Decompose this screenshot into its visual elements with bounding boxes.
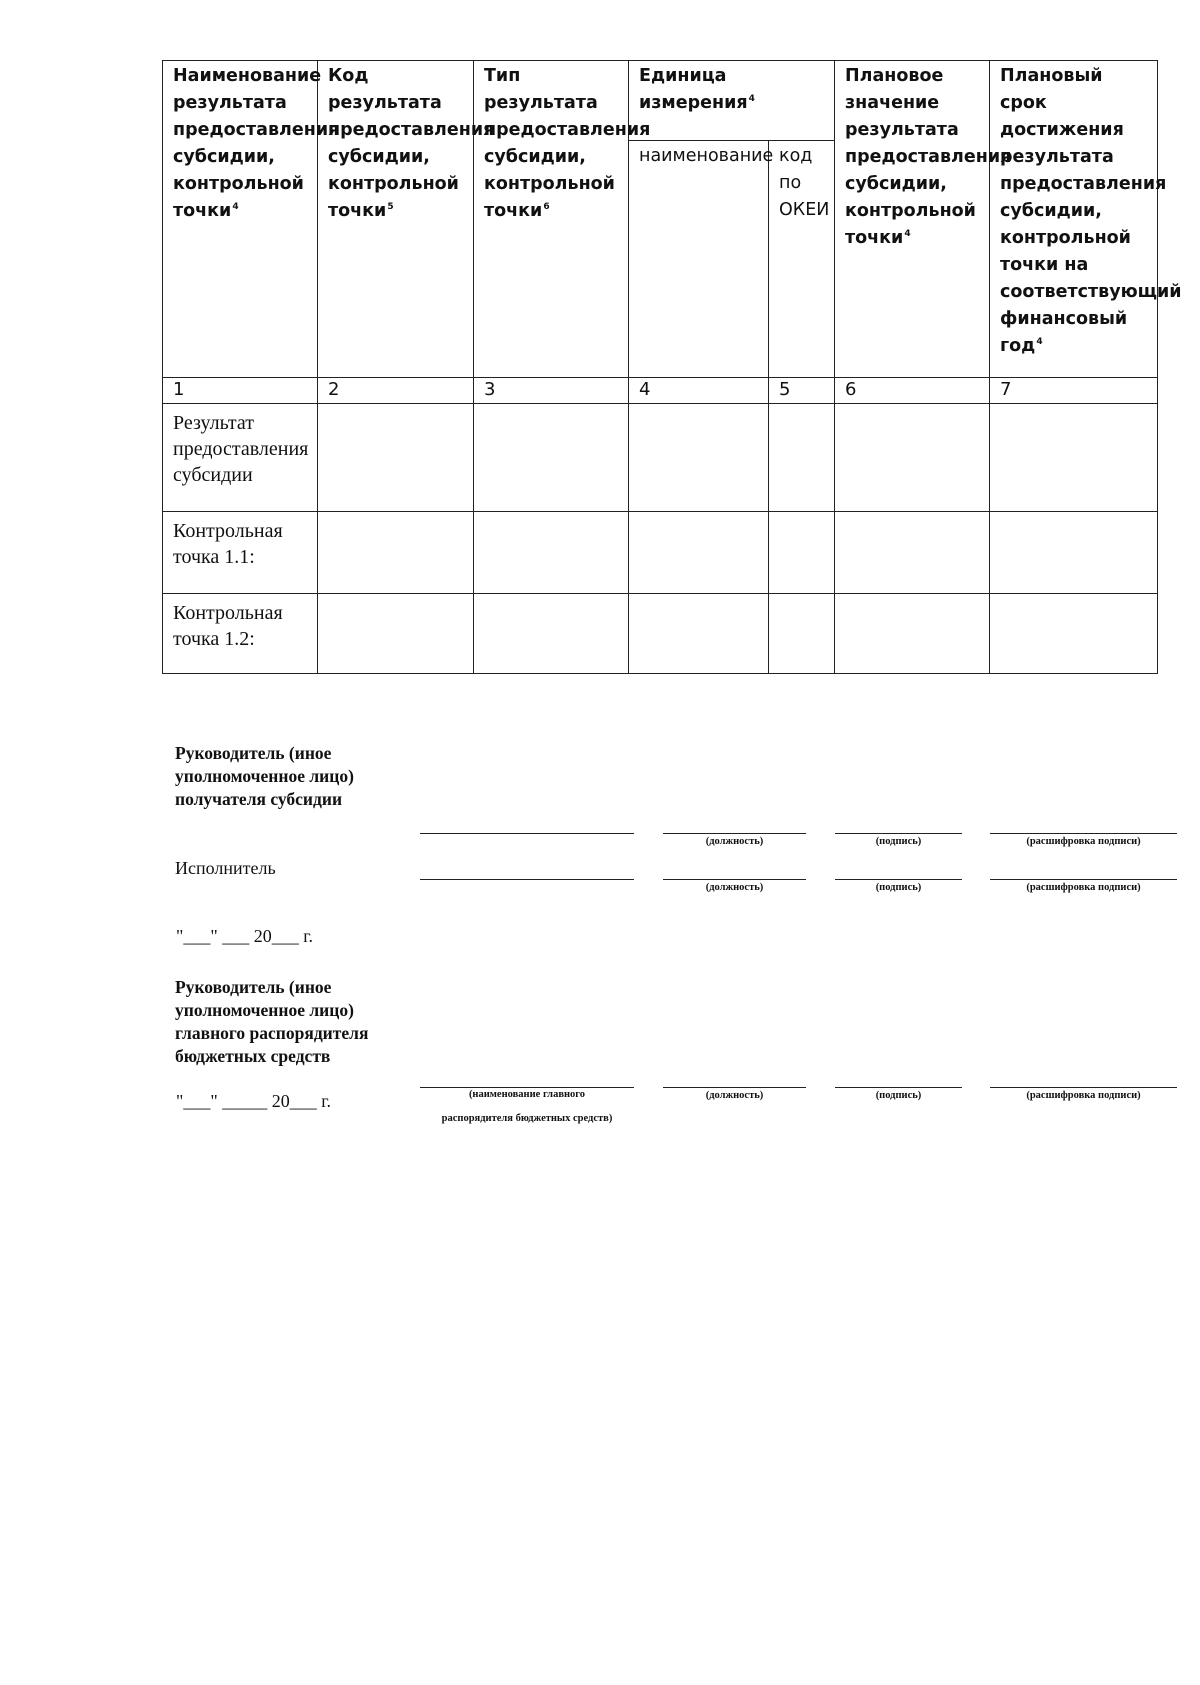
footnote-mark: 4 — [232, 202, 239, 212]
row-label-checkpoint-1-2: Контрольная точка 1.2: — [163, 594, 318, 674]
footnote-mark: 4 — [904, 229, 911, 239]
signature-line — [835, 879, 962, 880]
signature-caption: (подпись) — [875, 882, 922, 893]
column-number: 5 — [769, 378, 835, 404]
table-cell — [769, 404, 835, 512]
signature-line — [990, 1087, 1177, 1088]
table-row — [163, 594, 1158, 674]
decoding-caption: (расшифровка подписи) — [1026, 882, 1141, 893]
signature-line — [420, 879, 634, 880]
table-cell — [990, 594, 1158, 674]
table-cell — [474, 512, 629, 594]
position-caption: (должность) — [705, 1090, 764, 1101]
row-label-checkpoint-1-1: Контрольная точка 1.1: — [163, 512, 318, 594]
column-number: 4 — [629, 378, 769, 404]
decoding-caption: (расшифровка подписи) — [1026, 1090, 1141, 1101]
header-unit-name: наименование — [629, 141, 769, 378]
manager-name-caption: (наименование главного распорядителя бюджетных средств) — [441, 1089, 613, 1124]
table-cell — [629, 594, 769, 674]
header-result-type — [474, 61, 651, 378]
signature-line — [663, 833, 806, 834]
date-line: "___" ___ 20___ г. — [176, 926, 314, 946]
column-number: 7 — [990, 378, 1158, 404]
table-cell — [629, 512, 769, 594]
table-cell — [318, 404, 474, 512]
table-cell — [474, 404, 629, 512]
signature-caption: (подпись) — [875, 836, 922, 847]
header-unit-group-text: Единица измерения — [639, 66, 748, 113]
recipient-head-label: Руководитель (иное уполномоченное лицо) получателя субсидии — [175, 743, 354, 809]
header-result-name — [163, 61, 340, 378]
header-result-type-text: Тип результата предоставления субсидии, контрольной точки — [484, 66, 651, 221]
signature-line — [663, 1087, 806, 1088]
footnote-mark: 4 — [748, 94, 755, 104]
table-cell — [629, 404, 769, 512]
signature-line — [990, 879, 1177, 880]
position-caption: (должность) — [705, 836, 764, 847]
table-cell — [769, 512, 835, 594]
signature-line — [835, 1087, 962, 1088]
table-row — [163, 512, 1158, 594]
date-line: "___" _____ 20___ г. — [176, 1091, 332, 1111]
signature-line — [663, 879, 806, 880]
header-planned-deadline — [990, 61, 1182, 378]
table-cell — [835, 512, 990, 594]
header-unit-code: код по ОКЕИ — [769, 141, 835, 378]
column-number: 2 — [318, 378, 474, 404]
table-cell — [769, 594, 835, 674]
position-caption: (должность) — [705, 882, 764, 893]
footnote-mark: 5 — [387, 202, 394, 212]
header-result-name-text: Наименование результата предоставления субсидии, контрольной точки — [173, 66, 340, 221]
signature-caption: (подпись) — [875, 1090, 922, 1101]
footnote-mark: 6 — [543, 202, 550, 212]
decoding-caption: (расшифровка подписи) — [1026, 836, 1141, 847]
signature-line — [420, 833, 634, 834]
main-manager-head-label: Руководитель (иное уполномоченное лицо) главного распорядителя бюджетных средств — [175, 977, 369, 1066]
header-planned-value-text: Плановое значение результата предоставления субсидии, контрольной точки — [845, 66, 1012, 248]
table-row — [163, 404, 1158, 512]
results-table — [162, 60, 1182, 674]
footnote-mark: 4 — [1036, 337, 1043, 347]
table-cell — [835, 404, 990, 512]
header-unit-group — [629, 61, 835, 141]
column-number: 6 — [835, 378, 990, 404]
header-planned-value — [835, 61, 1012, 378]
table-cell — [318, 512, 474, 594]
column-number-row — [163, 378, 1158, 404]
table-cell — [990, 512, 1158, 594]
signature-line — [835, 833, 962, 834]
header-result-code-text: Код результата предоставления субсидии, контрольной точки — [328, 66, 495, 221]
column-number: 3 — [474, 378, 629, 404]
table-cell — [990, 404, 1158, 512]
executor-label: Исполнитель — [175, 858, 276, 878]
row-label-result: Результат предоставления субсидии — [163, 404, 318, 512]
signature-line — [990, 833, 1177, 834]
header-planned-deadline-text: Плановый срок достижения результата предоставления субсидии, контрольной точки на соответствующий финансовый год — [1000, 66, 1182, 356]
table-cell — [474, 594, 629, 674]
table-cell — [835, 594, 990, 674]
column-number: 1 — [163, 378, 318, 404]
table-cell — [318, 594, 474, 674]
header-result-code — [318, 61, 495, 378]
